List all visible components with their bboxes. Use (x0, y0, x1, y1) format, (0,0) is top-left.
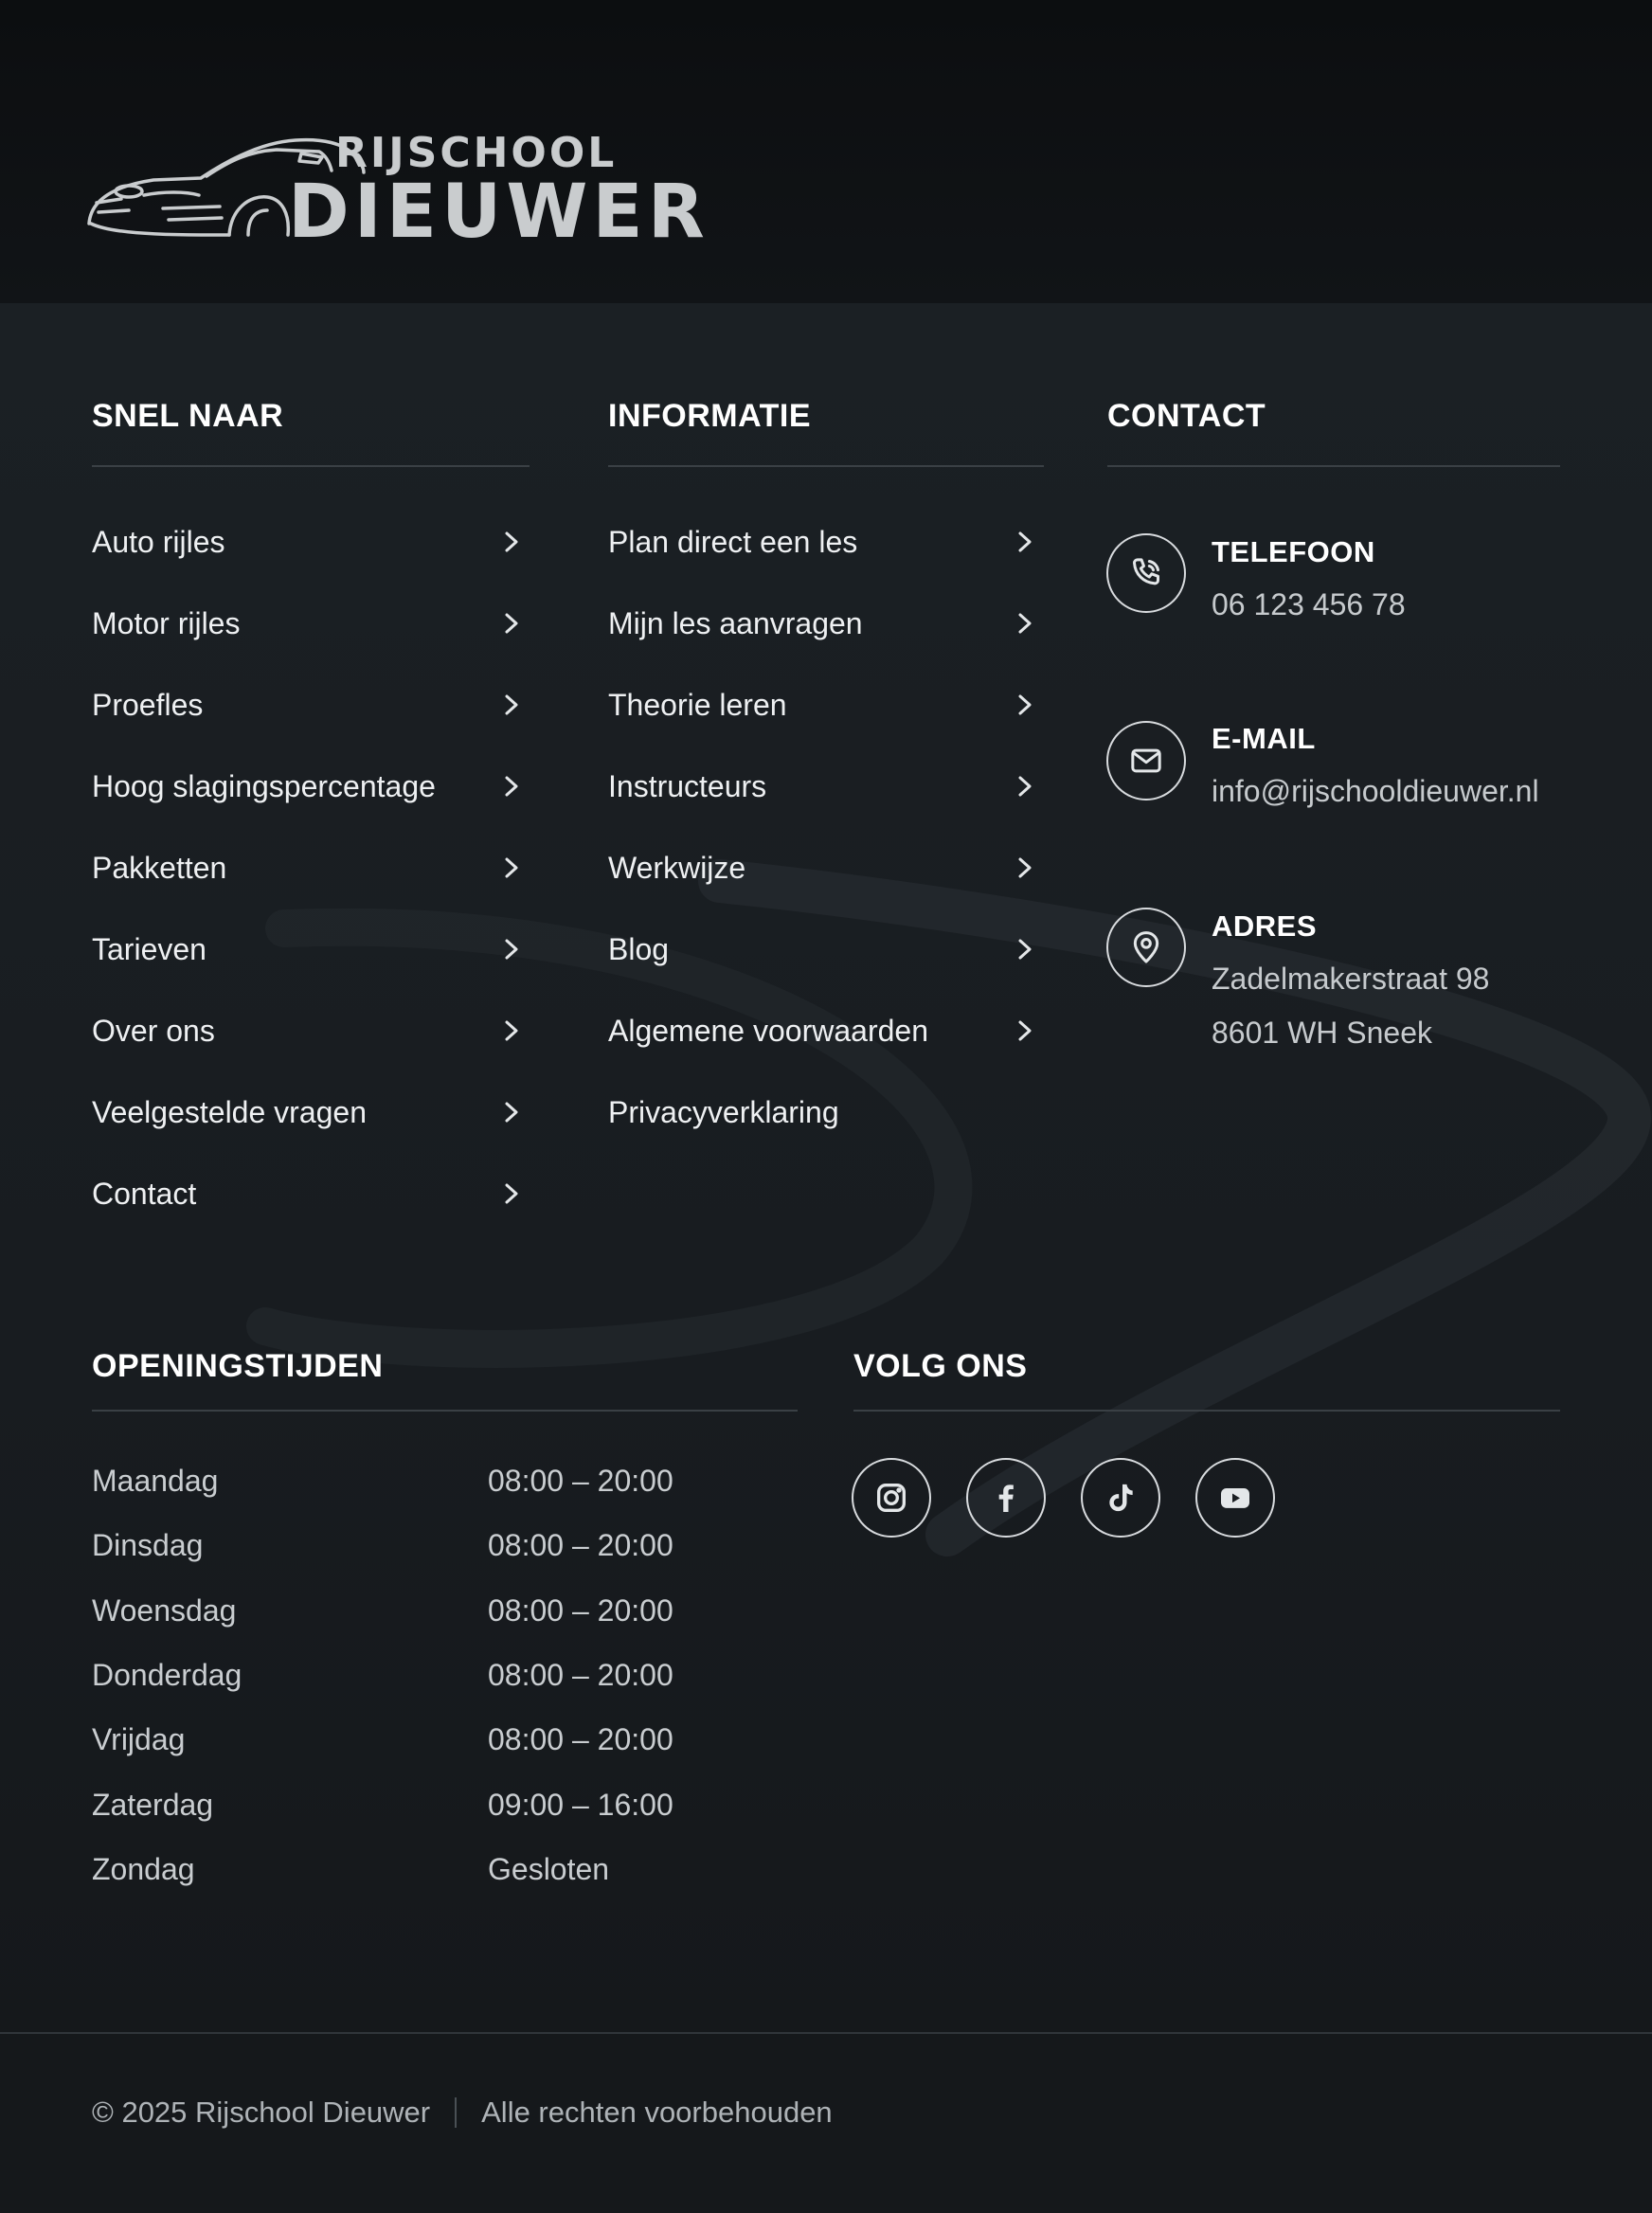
informatie-link-label: Theorie leren (608, 687, 787, 722)
snel-naar-link[interactable] (92, 595, 523, 652)
chevron-right-icon (500, 934, 523, 964)
hours-day: Zaterdag (92, 1787, 214, 1822)
facebook-icon[interactable] (966, 1458, 1046, 1538)
copyright-text: © 2025 Rijschool Dieuwer (92, 2096, 431, 2129)
informatie-link[interactable] (608, 1002, 1036, 1059)
phone-value[interactable]: 06 123 456 78 (1212, 587, 1406, 621)
follow-divider (853, 1410, 1560, 1412)
informatie-link-label: Instructeurs (608, 768, 767, 803)
chevron-right-icon (1014, 527, 1036, 557)
hours-time: 08:00 – 20:00 (488, 1464, 673, 1498)
site-header (0, 0, 1652, 303)
email-value[interactable]: info@rijschooldieuwer.nl (1212, 774, 1539, 808)
snel-naar-link[interactable] (92, 676, 523, 733)
snel-naar-link-label: Tarieven (92, 931, 206, 966)
hours-day: Zondag (92, 1851, 195, 1886)
rights-text: Alle rechten voorbehouden (481, 2096, 833, 2129)
phone-icon[interactable] (1106, 533, 1186, 613)
snel-naar-heading: SNEL NAAR (92, 398, 284, 434)
snel-naar-divider (92, 465, 530, 467)
chevron-right-icon (500, 690, 523, 720)
tiktok-icon[interactable] (1081, 1458, 1160, 1538)
snel-naar-link[interactable] (92, 921, 523, 978)
informatie-link[interactable] (608, 839, 1036, 896)
chevron-right-icon (1014, 934, 1036, 964)
contact-divider (1107, 465, 1560, 467)
informatie-link[interactable] (608, 676, 1036, 733)
informatie-link-label: Mijn les aanvragen (608, 605, 863, 640)
snel-naar-link-label: Contact (92, 1176, 197, 1211)
chevron-right-icon (1014, 608, 1036, 639)
informatie-divider (608, 465, 1044, 467)
hours-day: Dinsdag (92, 1528, 204, 1563)
hours-time: 08:00 – 20:00 (488, 1657, 673, 1692)
youtube-icon[interactable] (1195, 1458, 1275, 1538)
snel-naar-link[interactable] (92, 513, 523, 570)
snel-naar-link-label: Proefles (92, 687, 204, 722)
follow-heading: VOLG ONS (853, 1348, 1028, 1384)
snel-naar-link-label: Auto rijles (92, 524, 225, 559)
opening-hours-heading: OPENINGSTIJDEN (92, 1348, 384, 1384)
address-line1: Zadelmakerstraat 98 (1212, 962, 1490, 996)
chevron-right-icon (500, 608, 523, 639)
opening-hours-divider (92, 1410, 798, 1412)
address-line2: 8601 WH Sneek (1212, 1016, 1433, 1050)
snel-naar-link-label: Motor rijles (92, 605, 241, 640)
informatie-link[interactable] (608, 1084, 1036, 1141)
hours-day: Maandag (92, 1464, 219, 1498)
informatie-link[interactable] (608, 595, 1036, 652)
car-outline-icon (87, 133, 769, 256)
chevron-right-icon (500, 853, 523, 883)
snel-naar-link[interactable] (92, 1002, 523, 1059)
contact-heading: CONTACT (1107, 398, 1266, 434)
chevron-right-icon (500, 1097, 523, 1127)
snel-naar-link[interactable] (92, 1165, 523, 1222)
informatie-link-label: Plan direct een les (608, 524, 858, 559)
hours-day: Donderdag (92, 1657, 242, 1692)
informatie-heading: INFORMATIE (608, 398, 812, 434)
hours-day: Vrijdag (92, 1722, 186, 1757)
brand-line2: DIEUWER (288, 170, 709, 255)
hours-time: 08:00 – 20:00 (488, 1592, 673, 1628)
phone-label: TELEFOON (1212, 535, 1375, 568)
snel-naar-link-label: Over ons (92, 1013, 215, 1048)
hours-time: 08:00 – 20:00 (488, 1722, 673, 1757)
chevron-right-icon (500, 527, 523, 557)
snel-naar-link-label: Pakketten (92, 850, 227, 885)
snel-naar-link[interactable] (92, 758, 523, 815)
hours-day: Woensdag (92, 1592, 237, 1628)
chevron-right-icon (500, 1016, 523, 1046)
informatie-link[interactable] (608, 758, 1036, 815)
chevron-right-icon (1014, 1016, 1036, 1046)
informatie-link[interactable] (608, 921, 1036, 978)
hours-time: Gesloten (488, 1851, 610, 1886)
snel-naar-link[interactable] (92, 1084, 523, 1141)
chevron-right-icon (1014, 690, 1036, 720)
chevron-right-icon (500, 771, 523, 801)
informatie-link[interactable] (608, 513, 1036, 570)
chevron-right-icon (1014, 771, 1036, 801)
email-label: E-MAIL (1212, 722, 1316, 755)
snel-naar-link-label: Veelgestelde vragen (92, 1094, 367, 1129)
snel-naar-link[interactable] (92, 839, 523, 896)
address-label: ADRES (1212, 909, 1318, 943)
hours-time: 09:00 – 16:00 (488, 1787, 673, 1822)
snel-naar-link-label: Hoog slagingspercentage (92, 768, 436, 803)
chevron-right-icon (1014, 853, 1036, 883)
chevron-right-icon (500, 1178, 523, 1209)
mail-icon[interactable] (1106, 721, 1186, 801)
hours-time: 08:00 – 20:00 (488, 1528, 673, 1563)
instagram-icon[interactable] (852, 1458, 931, 1538)
brand-logo[interactable] (87, 133, 769, 256)
copyright (92, 2096, 833, 2130)
informatie-link-label: Algemene voorwaarden (608, 1013, 928, 1048)
copyright-separator (455, 2097, 457, 2128)
informatie-link-label: Privacyverklaring (608, 1094, 839, 1129)
map-pin-icon[interactable] (1106, 908, 1186, 987)
informatie-link-label: Werkwijze (608, 850, 746, 885)
informatie-link-label: Blog (608, 931, 670, 966)
brand-line1: RIJSCHOOL (335, 133, 618, 177)
